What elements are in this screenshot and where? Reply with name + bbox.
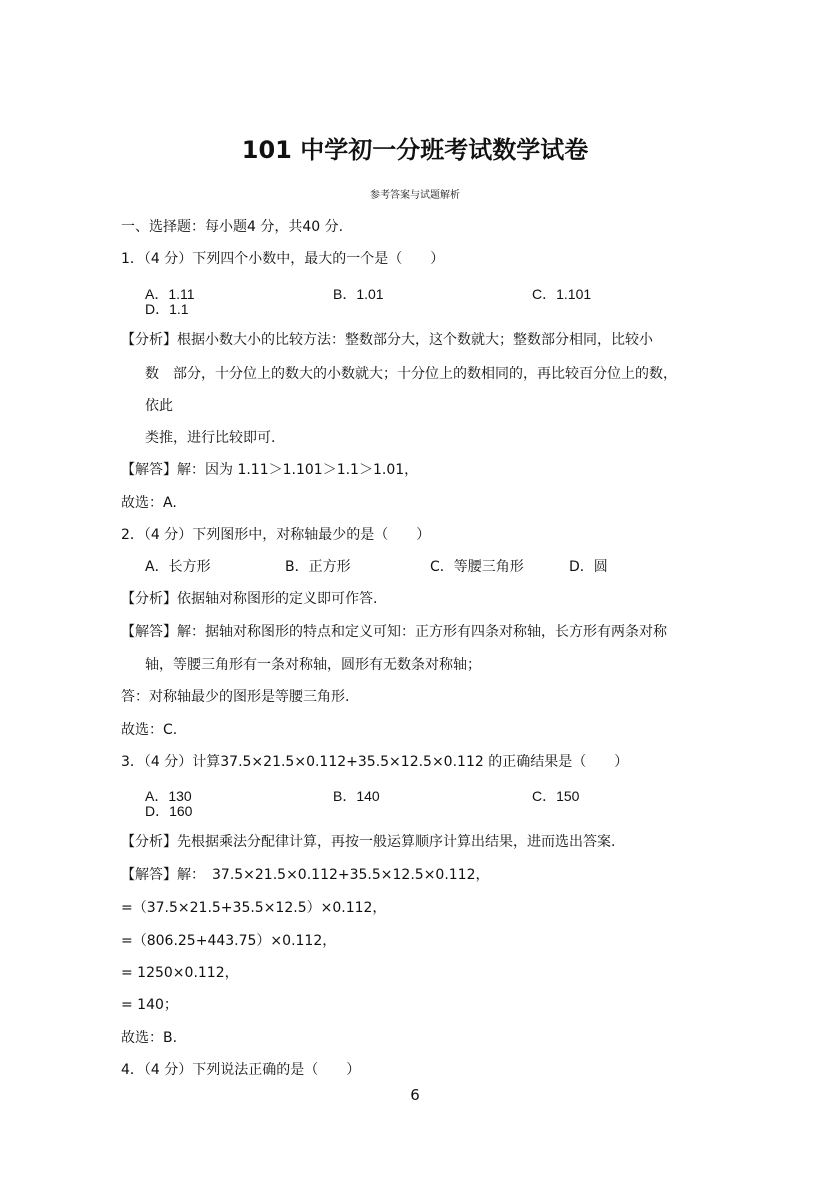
question-3-stem: 3．（4 分）计算37.5×21.5×0.112+35.5×12.5×0.112 的正确结果是（ ） bbox=[121, 754, 629, 770]
question-1-stem: 1．（4 分）下列四个小数中，最大的一个是（ ） bbox=[121, 251, 445, 267]
question-1-analysis-line-3: 依此 bbox=[145, 398, 173, 414]
question-3-solution-line-5: = 140； bbox=[121, 997, 178, 1013]
question-2-analysis: 【分析】依据轴对称图形的定义即可作答. bbox=[121, 591, 378, 607]
question-1-option-d: D．1.1 bbox=[145, 301, 189, 317]
question-1-answer: 故选：A. bbox=[121, 495, 177, 511]
watermark bbox=[216, 375, 346, 524]
question-1-analysis-line-2: 数 部分，十分位上的数大的小数就大；十分位上的数相同的，再比较百分位上的数， bbox=[145, 366, 677, 382]
question-1-option-a: A．1.11 bbox=[145, 286, 195, 302]
page-subtitle: 参考答案与试题解析 bbox=[370, 190, 460, 201]
page-title: 101 中学初一分班考试数学试卷 bbox=[241, 136, 589, 164]
question-2-option-d: D．圆 bbox=[569, 559, 608, 575]
question-1-analysis-line-4: 类推，进行比较即可. bbox=[145, 430, 276, 446]
question-1-option-c: C．1.101 bbox=[532, 286, 592, 302]
question-3-analysis: 【分析】先根据乘法分配律计算，再按一般运算顺序计算出结果，进而选出答案. bbox=[121, 834, 616, 850]
question-2-solution-line-2: 轴，等腰三角形有一条对称轴，圆形有无数条对称轴； bbox=[145, 657, 481, 673]
page-number: 6 bbox=[410, 1086, 420, 1104]
question-3-answer: 故选：B. bbox=[121, 1030, 178, 1046]
question-2-option-a: A．长方形 bbox=[145, 559, 211, 575]
question-1-option-b: B．1.01 bbox=[333, 286, 384, 302]
question-1-solution: 【解答】解：因为 1.11＞1.101＞1.1＞1.01， bbox=[121, 462, 419, 478]
question-4-stem: 4．（4 分）下列说法正确的是（ ） bbox=[121, 1062, 361, 1078]
question-3-option-a: A．130 bbox=[145, 788, 192, 804]
question-2-option-b: B．正方形 bbox=[285, 559, 351, 575]
question-3-solution-line-3: =（806.25+443.75）×0.112， bbox=[121, 933, 337, 949]
question-3-option-c: C．150 bbox=[532, 788, 580, 804]
question-3-solution-line-1: 【解答】解： 37.5×21.5×0.112+35.5×12.5×0.112， bbox=[121, 867, 490, 883]
question-3-option-d: D．160 bbox=[145, 803, 193, 819]
question-1-analysis-line-1: 【分析】根据小数大小的比较方法：整数部分大，这个数就大；整数部分相同，比较小 bbox=[121, 332, 653, 348]
question-3-solution-line-2: =（37.5×21.5+35.5×12.5）×0.112， bbox=[121, 900, 387, 916]
question-2-solution-line-1: 【解答】解：据轴对称图形的特点和定义可知：正方形有四条对称轴，长方形有两条对称 bbox=[121, 624, 667, 640]
section-heading: 一、选择题：每小题4 分，共40 分. bbox=[121, 219, 344, 235]
question-2-answer: 故选：C. bbox=[121, 722, 178, 738]
question-2-option-c: C．等腰三角形 bbox=[430, 559, 524, 575]
question-2-solution-line-3: 答：对称轴最少的图形是等腰三角形. bbox=[121, 689, 350, 705]
question-2-stem: 2．（4 分）下列图形中，对称轴最少的是（ ） bbox=[121, 527, 431, 543]
question-3-option-b: B．140 bbox=[333, 788, 380, 804]
question-3-solution-line-4: = 1250×0.112， bbox=[121, 965, 239, 981]
